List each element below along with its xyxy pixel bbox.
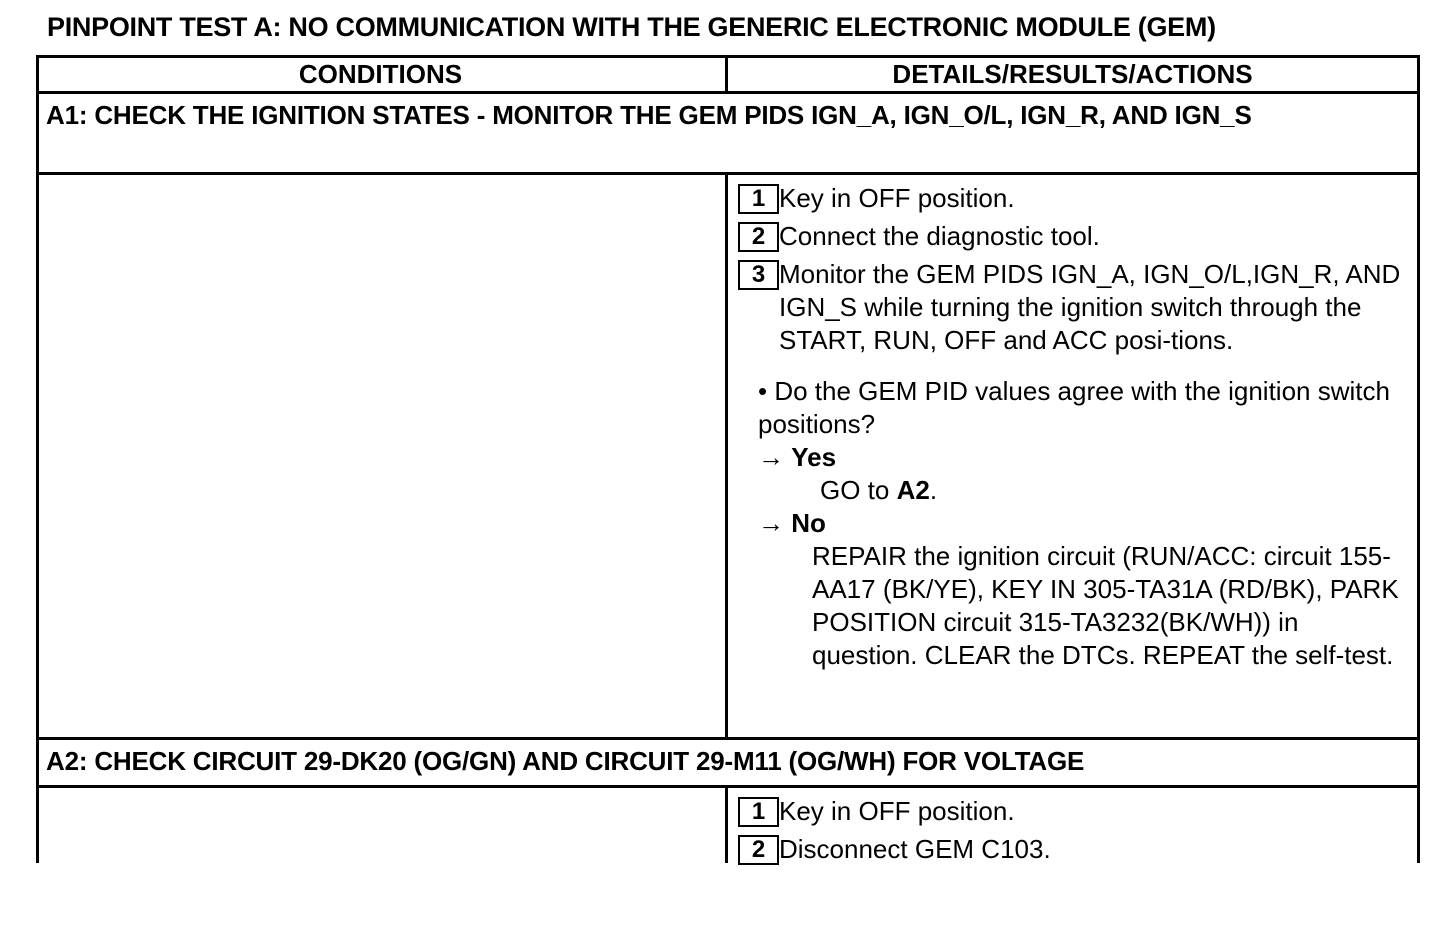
no-label: No (791, 508, 826, 538)
a2-heading-bottom-divider (36, 785, 1420, 788)
step-text: Connect the diagnostic tool. (779, 221, 1100, 251)
pinpoint-table (36, 55, 1420, 863)
conditions-header: CONDITIONS (298, 59, 463, 89)
step-number: 1 (738, 184, 779, 214)
step-number: 2 (738, 835, 779, 865)
column-divider-a2 (725, 785, 728, 863)
a2-heading-top-divider (36, 737, 1420, 740)
no-branch (736, 507, 1420, 540)
yes-label: Yes (791, 442, 837, 472)
question-text: • Do the GEM PID values agree with the ignition switch positions? (758, 376, 1390, 439)
arrow-icon: → (758, 508, 784, 538)
step-item (736, 833, 1420, 866)
header-divider (36, 91, 1420, 94)
step-item (736, 220, 1420, 253)
table-border-left (36, 55, 39, 863)
step-item (736, 258, 1420, 357)
a2-heading: A2: CHECK CIRCUIT 29-DK20 (OG/GN) AND CIRCUIT 29-M11 (OG/WH) FOR VOLTAGE (46, 746, 1085, 776)
details-header: DETAILS/RESULTS/ACTIONS (892, 59, 1253, 89)
step-item (736, 795, 1420, 828)
a1-heading-divider (36, 172, 1420, 175)
step-text: Disconnect GEM C103. (779, 834, 1051, 864)
yes-action (736, 474, 1420, 507)
step-text: Key in OFF position. (779, 796, 1015, 826)
column-divider-a1 (725, 172, 728, 737)
no-action: REPAIR the ignition circuit (RUN/ACC: circuit 155-AA17 (BK/YE), KEY IN 305-TA31A (RD/BK), PARK POSITION circuit 315-TA3232(BK/WH)) in question. CLEAR the DTCs. REPEAT the self-test. (812, 541, 1399, 670)
step-number: 1 (738, 797, 779, 827)
yes-target-link[interactable]: A2 (896, 475, 930, 505)
step-item (736, 182, 1420, 215)
table-border-top (36, 55, 1420, 58)
arrow-icon: → (758, 442, 784, 472)
step-text: Key in OFF position. (779, 183, 1015, 213)
step-number: 3 (738, 260, 779, 290)
yes-period: . (929, 475, 938, 505)
a1-heading: A1: CHECK THE IGNITION STATES - MONITOR THE GEM PIDS IGN_A, IGN_O/L, IGN_R, AND IGN_S (46, 100, 1252, 130)
yes-action-text: GO to (820, 475, 890, 505)
a2-details (736, 795, 1420, 871)
page-title: PINPOINT TEST A: NO COMMUNICATION WITH THE GENERIC ELECTRONIC MODULE (GEM) (47, 12, 1216, 42)
step-text: Monitor the GEM PIDS IGN_A, IGN_O/L,IGN_R, AND IGN_S while turning the ignition switch through the START, RUN, OFF and ACC posi-tions. (779, 259, 1401, 355)
yes-branch (736, 441, 1420, 474)
step-number: 2 (738, 222, 779, 252)
a1-details (736, 182, 1420, 672)
